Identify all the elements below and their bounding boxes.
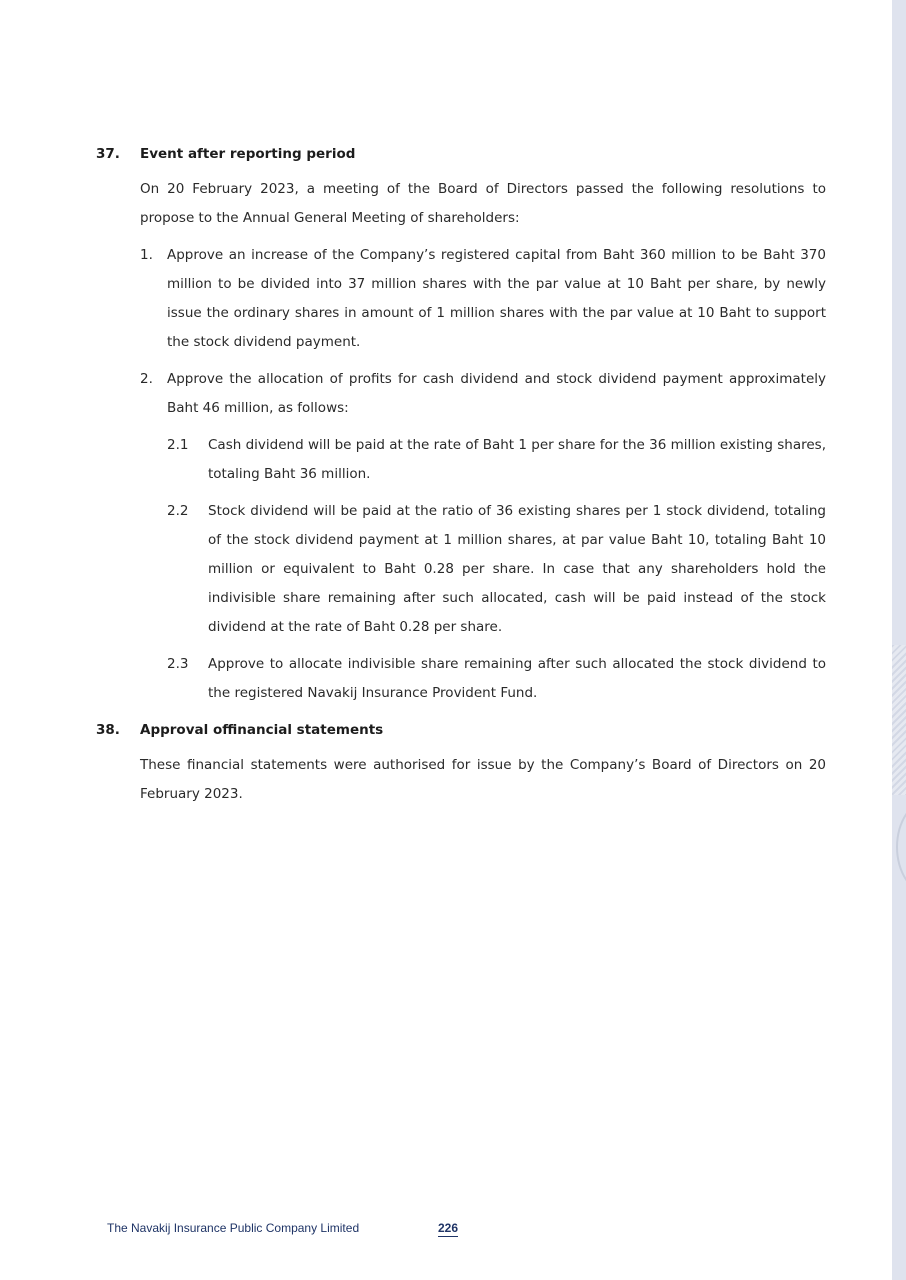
section-heading bbox=[96, 140, 826, 169]
section-37 bbox=[96, 140, 826, 708]
sub-list-marker: 2.1 bbox=[167, 437, 189, 453]
sub-list-item-text: Cash dividend will be paid at the rate of Baht 1 per share for the 36 million existing shares, totaling Baht 36 million. bbox=[208, 437, 826, 482]
list-item-text: Approve the allocation of profits for cash dividend and stock dividend payment approximately Baht 46 million, as follows: bbox=[167, 371, 826, 416]
sub-list-item bbox=[167, 431, 826, 489]
section-number: 38. bbox=[96, 722, 120, 738]
section-title: Event after reporting period bbox=[140, 146, 356, 162]
list-marker: 2. bbox=[140, 371, 153, 387]
list-marker: 1. bbox=[140, 247, 153, 263]
list-item bbox=[140, 365, 826, 423]
document-body bbox=[96, 140, 826, 817]
section-intro: These financial statements were authorised for issue by the Company’s Board of Directors on 20 February 2023. bbox=[140, 757, 826, 802]
sub-list-item bbox=[167, 497, 826, 642]
list-item bbox=[140, 241, 826, 357]
sub-list-item-text: Approve to allocate indivisible share remaining after such allocated the stock dividend to the registered Navakij Insurance Provident Fund. bbox=[208, 656, 826, 701]
page-number: 226 bbox=[438, 1221, 459, 1235]
sub-list-item bbox=[167, 650, 826, 708]
page-footer bbox=[107, 1219, 467, 1239]
list-item-text: Approve an increase of the Company’s registered capital from Baht 360 million to be Baht 370 million to be divided into 37 million shares with the par value at 10 Baht per share, by newly issue the ordinary shares in amount of 1 million shares with the par value at 10 Baht to support the stock dividend payment. bbox=[167, 247, 826, 350]
section-title: Approval offinancial statements bbox=[140, 722, 384, 738]
side-band-arc bbox=[896, 800, 906, 894]
sub-list-item-text: Stock dividend will be paid at the ratio of 36 existing shares per 1 stock dividend, totaling of the stock dividend payment at 1 million shares, at par value Baht 10, totaling Baht 10 million or equivalent to Baht 0.28 per share. In case that any shareholders hold the indivisible share remaining after such allocated, cash will be paid instead of the stock dividend at the rate of Baht 0.28 per share. bbox=[208, 503, 826, 635]
section-38 bbox=[96, 716, 826, 809]
section-heading bbox=[96, 716, 826, 745]
sub-list-marker: 2.3 bbox=[167, 656, 189, 672]
footer-company-name: The Navakij Insurance Public Company Limited bbox=[107, 1221, 360, 1235]
side-band-hatch bbox=[892, 645, 906, 795]
sub-list-marker: 2.2 bbox=[167, 503, 189, 519]
decorative-side-band bbox=[892, 0, 906, 1280]
section-intro: On 20 February 2023, a meeting of the Board of Directors passed the following resolutions to propose to the Annual General Meeting of shareholders: bbox=[140, 181, 826, 226]
section-number: 37. bbox=[96, 146, 120, 162]
